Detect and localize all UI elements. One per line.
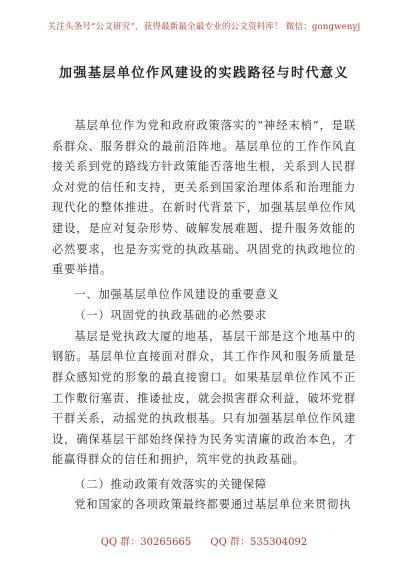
subsection-heading-2: （二）推动政策有效落实的关键保障 <box>74 477 267 491</box>
footer-contacts <box>0 533 408 548</box>
subsection-heading-1: （一）巩固党的执政基础的必然要求 <box>74 309 267 323</box>
document-body <box>52 116 356 516</box>
document-title: 加强基层单位作风建设的实践路径与时代意义 <box>58 66 349 81</box>
footer-qq-group-1: QQ 群：30265665 <box>100 537 192 548</box>
header-banner: 关注头条号“公文研究”，获得最新最全最专业的公文资料库！ 微信：gongwenyj <box>47 22 361 32</box>
subsection-paragraph-2: 党和国家的各项政策最终都要通过基层单位来贯彻执 <box>74 498 352 512</box>
intro-paragraph: 基层单位作为党和政府政策落实的“神经末梢”，是联系群众、服务群众的最前沿阵地。基层单位的工作作风直接关系到党的路线方针政策能否落地生根，关系到人民群众对党的信任和支持，更关系到国家治理体系和治理能力现代化的整体推进。在新时代背景下，加强基层单位作风建设，是应对复杂形势、破解发展难题、提升服务效能的必然要求，也是夯实党的执政基础、巩固党的执政地位的重要举措。 <box>52 119 356 277</box>
section-heading-1: 一、加强基层单位作风建设的重要意义 <box>74 287 280 301</box>
subsection-paragraph-1: 基层是党执政大厦的地基，基层干部是这个地基中的钢筋。基层单位直接面对群众，其工作作风和服务质量是群众感知党的形象的最直接窗口。如果基层单位作风不正工作敷衍塞责、推诿扯皮，就会损害群众利益，破坏党群干群关系，动摇党的执政根基。只有加强基层单位作风建设，确保基层干部始终保持为民务实清廉的政治本色，才能赢得群众的信任和拥护，筑牢党的执政基础。 <box>52 329 356 467</box>
footer-qq-group-2: QQ 群：535304092 <box>210 537 308 548</box>
